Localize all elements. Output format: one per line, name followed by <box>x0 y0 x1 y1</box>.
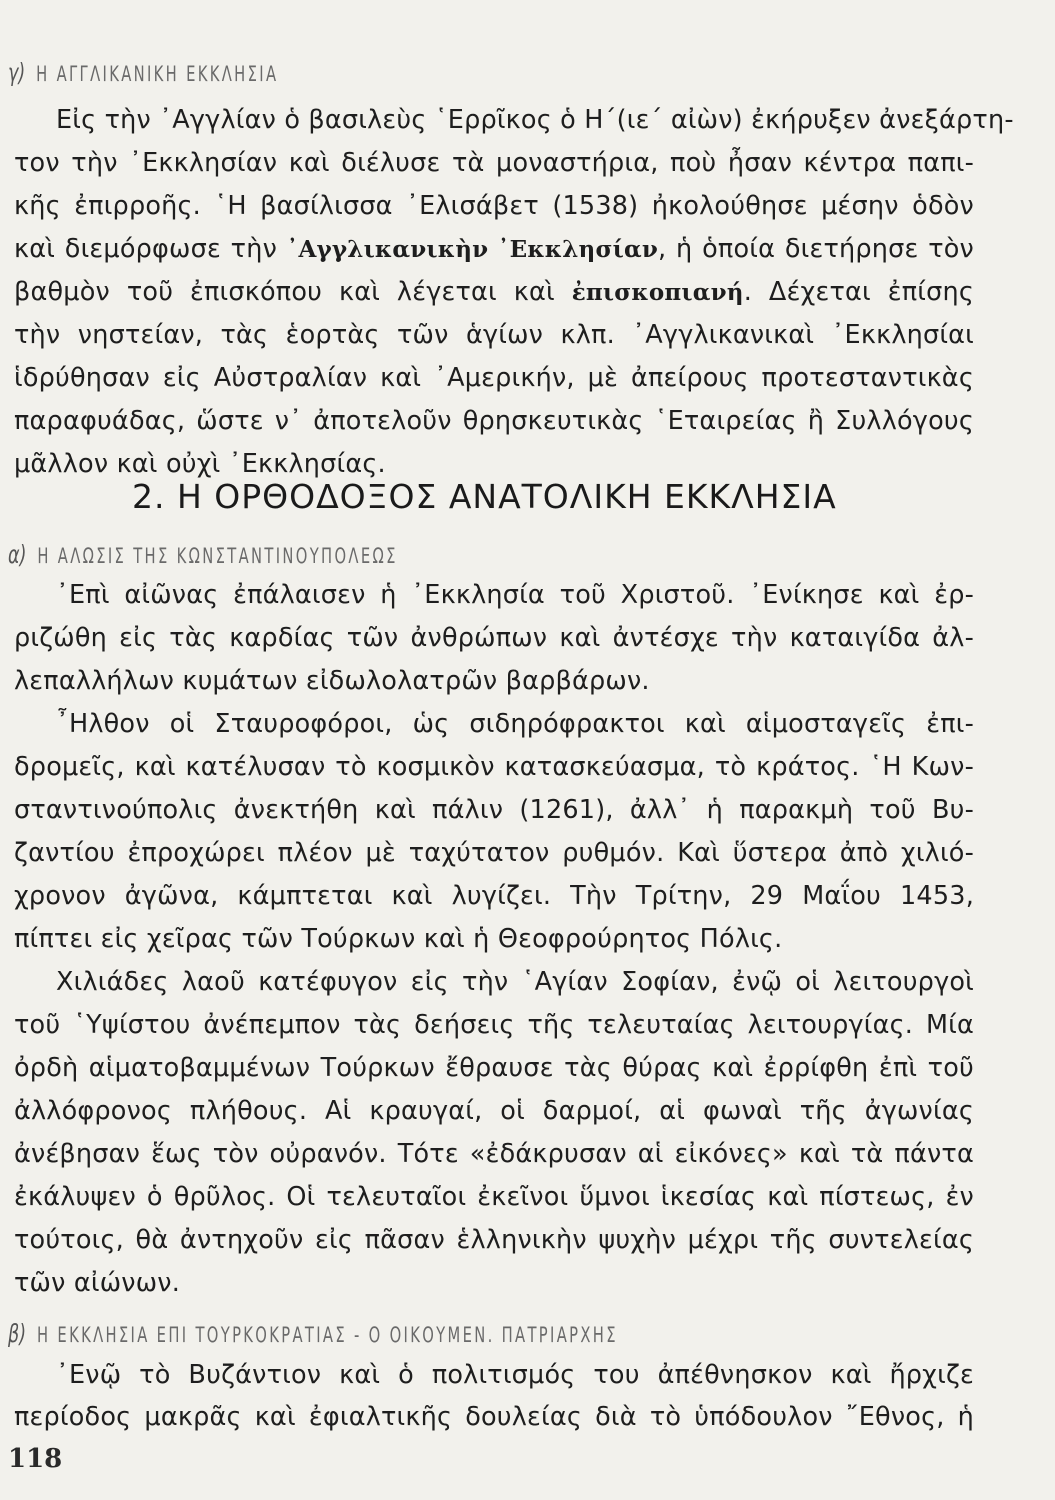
subsection-heading-fall <box>8 540 398 569</box>
paragraph-line: δρομεῖς, καὶ κατέλυσαν τὸ κοσμικὸν κατασκεύασμα, τὸ κράτος. ῾Η Κων- <box>14 752 974 782</box>
paragraph-line: μᾶλλον καὶ οὐχὶ ᾿Εκκλησίας. <box>14 449 386 479</box>
paragraph-line: ὀρδὴ αἱματοβαμμένων Τούρκων ἔθραυσε τὰς θύρας καὶ ἐρρίφθη ἐπὶ τοῦ <box>14 1053 974 1083</box>
paragraph-line: τούτοις, θὰ ἀντηχοῦν εἰς πᾶσαν ἑλληνικὴν ψυχὴν μέχρι τῆς συντελείας <box>14 1225 974 1255</box>
page-number: 118 <box>8 1444 63 1474</box>
paragraph-line: ῏Ηλθον οἱ Σταυροφόροι, ὡς σιδηρόφρακτοι καὶ αἱμοσταγεῖς ἐπι- <box>56 709 974 739</box>
paragraph-line: τον τὴν ᾿Εκκλησίαν καὶ διέλυσε τὰ μοναστήρια, ποὺ ἦσαν κέντρα παπι- <box>14 148 974 178</box>
paragraph-line: Εἰς τὴν ᾿Αγγλίαν ὁ βασιλεὺς ῾Ερρῖκος ὁ Η΄(ιε΄ αἰὼν) ἐκήρυξεν ἀνεξάρτη- <box>56 105 1014 135</box>
paragraph-line: ἀλλόφρονος πλήθους. Αἱ κραυγαί, οἱ δαρμοί, αἱ φωναὶ τῆς ἀγωνίας <box>14 1096 974 1126</box>
subsection-heading-anglican <box>8 58 278 87</box>
paragraph-line: πίπτει εἰς χεῖρας τῶν Τούρκων καὶ ἡ Θεοφρούρητος Πόλις. <box>14 924 783 954</box>
subsection-marker: β) <box>8 1319 27 1348</box>
text-run: βαθμὸν τοῦ ἐπισκόπου καὶ λέγεται καὶ <box>14 277 555 307</box>
paragraph-line: παραφυάδας, ὥστε ν᾿ ἀποτελοῦν θρησκευτικὰς ῾Εταιρείας ἢ Συλλόγους <box>14 406 974 436</box>
subsection-heading-turkocracy <box>8 1319 618 1348</box>
paragraph-line: χρονον ἀγῶνα, κάμπτεται καὶ λυγίζει. Τὴν Τρίτην, 29 Μαΐου 1453, <box>14 881 974 911</box>
bold-term: ᾿Αγγλικανικὴν ᾿Εκκλησίαν <box>286 236 659 263</box>
paragraph-line: σταντινούπολις ἀνεκτήθη καὶ πάλιν (1261), ἀλλ᾿ ἡ παρακμὴ τοῦ Βυ- <box>14 795 974 825</box>
subsection-marker: γ) <box>8 58 26 87</box>
subsection-title: Η ΕΚΚΛΗΣΙΑ ΕΠΙ ΤΟΥΡΚΟΚΡΑΤΙΑΣ - Ο ΟΙΚΟΥΜΕΝ. ΠΑΤΡΙΑΡΧΗΣ <box>36 1323 618 1347</box>
text-run: καὶ διεμόρφωσε τὴν <box>14 234 278 264</box>
subsection-title: Η ΑΓΓΛΙΚΑΝΙΚΗ ΕΚΚΛΗΣΙΑ <box>36 62 279 86</box>
paragraph-line: τὴν νηστείαν, τὰς ἑορτὰς τῶν ἁγίων κλπ. ᾿Αγγλικανικαὶ ᾿Εκκλησίαι <box>14 320 974 350</box>
paragraph-line: λεπαλλήλων κυμάτων εἰδωλολατρῶν βαρβάρων. <box>14 666 650 696</box>
text-run: . Δέχεται ἐπίσης <box>743 277 974 307</box>
paragraph-line: ἐκάλυψεν ὁ θρῦλος. Οἱ τελευταῖοι ἐκεῖνοι ὕμνοι ἱκεσίας καὶ πίστεως, ἐν <box>14 1182 974 1212</box>
paragraph-line: περίοδος μακρᾶς καὶ ἐφιαλτικῆς δουλείας διὰ τὸ ὑπόδουλον ῎Εθνος, ἡ <box>14 1402 974 1432</box>
paragraph-line: τοῦ ῾Υψίστου ἀνέπεμπον τὰς δεήσεις τῆς τελευταίας λειτουργίας. Μία <box>14 1010 974 1040</box>
paragraph-line: ᾿Επὶ αἰῶνας ἐπάλαισεν ἡ ᾿Εκκλησία τοῦ Χριστοῦ. ᾿Ενίκησε καὶ ἐρ- <box>56 580 974 610</box>
paragraph-line: ζαντίου ἐπροχώρει πλέον μὲ ταχύτατον ρυθμόν. Καὶ ὕστερα ἀπὸ χιλιό- <box>14 838 974 868</box>
paragraph-line: ριζώθη εἰς τὰς καρδίας τῶν ἀνθρώπων καὶ ἀντέσχε τὴν καταιγίδα ἀλ- <box>14 623 974 653</box>
bold-term: ἐπισκοπιανή <box>571 279 744 306</box>
paragraph-line: ἀνέβησαν ἕως τὸν οὐρανόν. Τότε «ἐδάκρυσαν αἱ εἰκόνες» καὶ τὰ πάντα <box>14 1139 974 1169</box>
paragraph-line: ἱδρύθησαν εἰς Αὐστραλίαν καὶ ᾿Αμερικήν, μὲ ἀπείρους προτεσταντικὰς <box>14 363 974 393</box>
paragraph-line: Χιλιάδες λαοῦ κατέφυγον εἰς τὴν ῾Αγίαν Σοφίαν, ἐνῷ οἱ λειτουργοὶ <box>56 967 974 997</box>
text-run: , ἡ ὁποία διετήρησε τὸν <box>658 234 974 264</box>
paragraph-line: τῶν αἰώνων. <box>14 1268 180 1298</box>
subsection-title: Η ΑΛΩΣΙΣ ΤΗΣ ΚΩΝΣΤΑΝΤΙΝΟΥΠΟΛΕΩΣ <box>37 544 398 568</box>
paragraph-line <box>14 232 974 267</box>
paragraph-line: ᾿Ενῷ τὸ Βυζάντιον καὶ ὁ πολιτισμός του ἀπέθνησκον καὶ ἤρχιζε <box>56 1360 974 1390</box>
subsection-marker: α) <box>8 540 27 569</box>
paragraph-line: κῆς ἐπιρροῆς. ῾Η βασίλισσα ᾿Ελισάβετ (1538) ἠκολούθησε μέσην ὁδὸν <box>14 191 974 221</box>
paragraph-line <box>14 275 974 310</box>
chapter-heading: 2. Η ΟΡΘΟΔΟΞΟΣ ΑΝΑΤΟΛΙΚΗ ΕΚΚΛΗΣΙΑ <box>132 477 837 516</box>
